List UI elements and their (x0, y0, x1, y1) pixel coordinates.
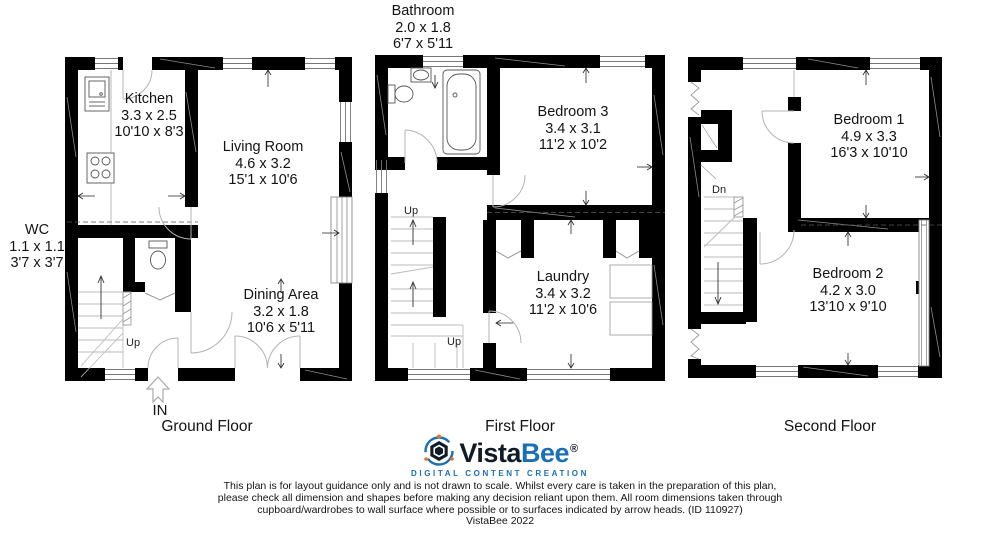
room-metric: 4.2 x 3.0 (820, 282, 876, 299)
stairs-up-label-first-upper: Up (404, 205, 419, 217)
room-imperial: 16'3 x 10'10 (830, 145, 908, 161)
room-metric: 4.6 x 3.2 (235, 155, 291, 172)
first-floor-plan-drawing (375, 55, 665, 385)
kitchen-sink-icon (85, 77, 109, 111)
second-bay-window (919, 220, 929, 366)
entrance-in-label: IN (152, 402, 168, 419)
room-label-bedroom-3 (538, 104, 609, 154)
room-name: Bedroom 1 (833, 112, 905, 128)
second-staircase (704, 197, 743, 305)
second-floor-label: Second Floor (783, 418, 877, 435)
room-metric: 2.0 x 1.8 (395, 19, 451, 36)
laundry-closets (610, 265, 652, 335)
room-imperial: 11'2 x 10'2 (538, 137, 608, 153)
disclaimer-line-3: cupboard/wardrobes to wall surface where possible or to surfaces indicated by arrow heads. (ID 110927) (257, 503, 743, 516)
room-imperial: 10'6 x 5'11 (246, 320, 316, 336)
first-floor-label: First Floor (485, 418, 555, 435)
first-walls (375, 55, 665, 381)
room-metric: 3.4 x 3.2 (535, 285, 591, 302)
room-metric: 3.3 x 2.5 (121, 107, 177, 124)
room-imperial: 15'1 x 10'6 (228, 172, 298, 188)
room-metric: 3.2 x 1.8 (253, 303, 309, 320)
room-name: Dining Area (243, 287, 319, 303)
vistabee-logo-row (422, 434, 577, 468)
vistabee-logo (411, 434, 589, 478)
second-floor-plan-drawing (688, 57, 942, 382)
room-metric: 4.9 x 3.3 (841, 128, 897, 145)
room-metric: 1.1 x 1.1 (9, 238, 65, 255)
room-imperial: 13'10 x 9'10 (809, 299, 887, 315)
second-windows (743, 59, 920, 377)
ground-bay-window (331, 197, 352, 283)
bathroom-sink-icon (411, 68, 438, 88)
room-label-dining-area (244, 287, 319, 337)
stairs-up-label-first-lower: Up (447, 336, 462, 348)
room-imperial: 6'7 x 5'11 (392, 36, 454, 52)
registered-mark: ® (569, 443, 578, 455)
vistabee-logo-icon (422, 434, 456, 468)
room-name: Kitchen (124, 91, 174, 107)
ground-floor-label: Ground Floor (161, 418, 253, 435)
room-name: Bathroom (391, 3, 455, 19)
stairs-up-label-ground: Up (126, 337, 141, 349)
room-label-laundry (529, 269, 597, 319)
disclaimer-text (150, 481, 850, 528)
bathroom-toilet-icon (388, 85, 413, 103)
stairs-down-label-second: Dn (712, 184, 727, 196)
second-walls (688, 57, 942, 378)
room-metric: 3.4 x 3.1 (545, 120, 601, 137)
room-imperial: 10'10 x 8'3 (114, 124, 184, 140)
stove-icon (87, 153, 114, 183)
room-imperial: 3'7 x 3'7 (10, 255, 64, 271)
ground-floor-plan-drawing (65, 57, 352, 407)
logo-tagline: DIGITAL CONTENT CREATION (411, 469, 589, 478)
room-label-bedroom-1 (830, 112, 907, 162)
room-label-bathroom (392, 3, 455, 53)
wordmark-vista: Vista (459, 438, 521, 468)
wordmark-bee: Bee (520, 438, 569, 468)
room-label-bedroom-2 (809, 266, 886, 316)
room-name: WC (24, 222, 50, 238)
disclaimer-line-1: This plan is for layout guidance only and is not drawn to scale. Whilst every care is taken in the preparation of this plan, (223, 480, 777, 492)
room-label-wc (9, 222, 65, 272)
entrance-arrow-icon (147, 377, 169, 402)
room-name: Living Room (222, 139, 304, 155)
second-cupboard-lines (701, 70, 794, 179)
room-label-living-room (223, 139, 304, 189)
toilet-icon (149, 241, 167, 269)
disclaimer-credit: VistaBee 2022 (465, 515, 535, 528)
bathtub-icon (443, 70, 480, 154)
vistabee-wordmark (459, 434, 577, 468)
second-wall-texture (690, 59, 940, 376)
room-label-kitchen (114, 91, 183, 141)
disclaimer-line-2: please check all dimension and shapes before making any decision reliant upon them. All room dimensions taken through (217, 491, 783, 504)
room-name: Bedroom 2 (812, 266, 884, 282)
room-imperial: 11'2 x 10'6 (528, 302, 598, 318)
room-name: Bedroom 3 (537, 104, 609, 120)
room-name: Laundry (536, 269, 590, 285)
